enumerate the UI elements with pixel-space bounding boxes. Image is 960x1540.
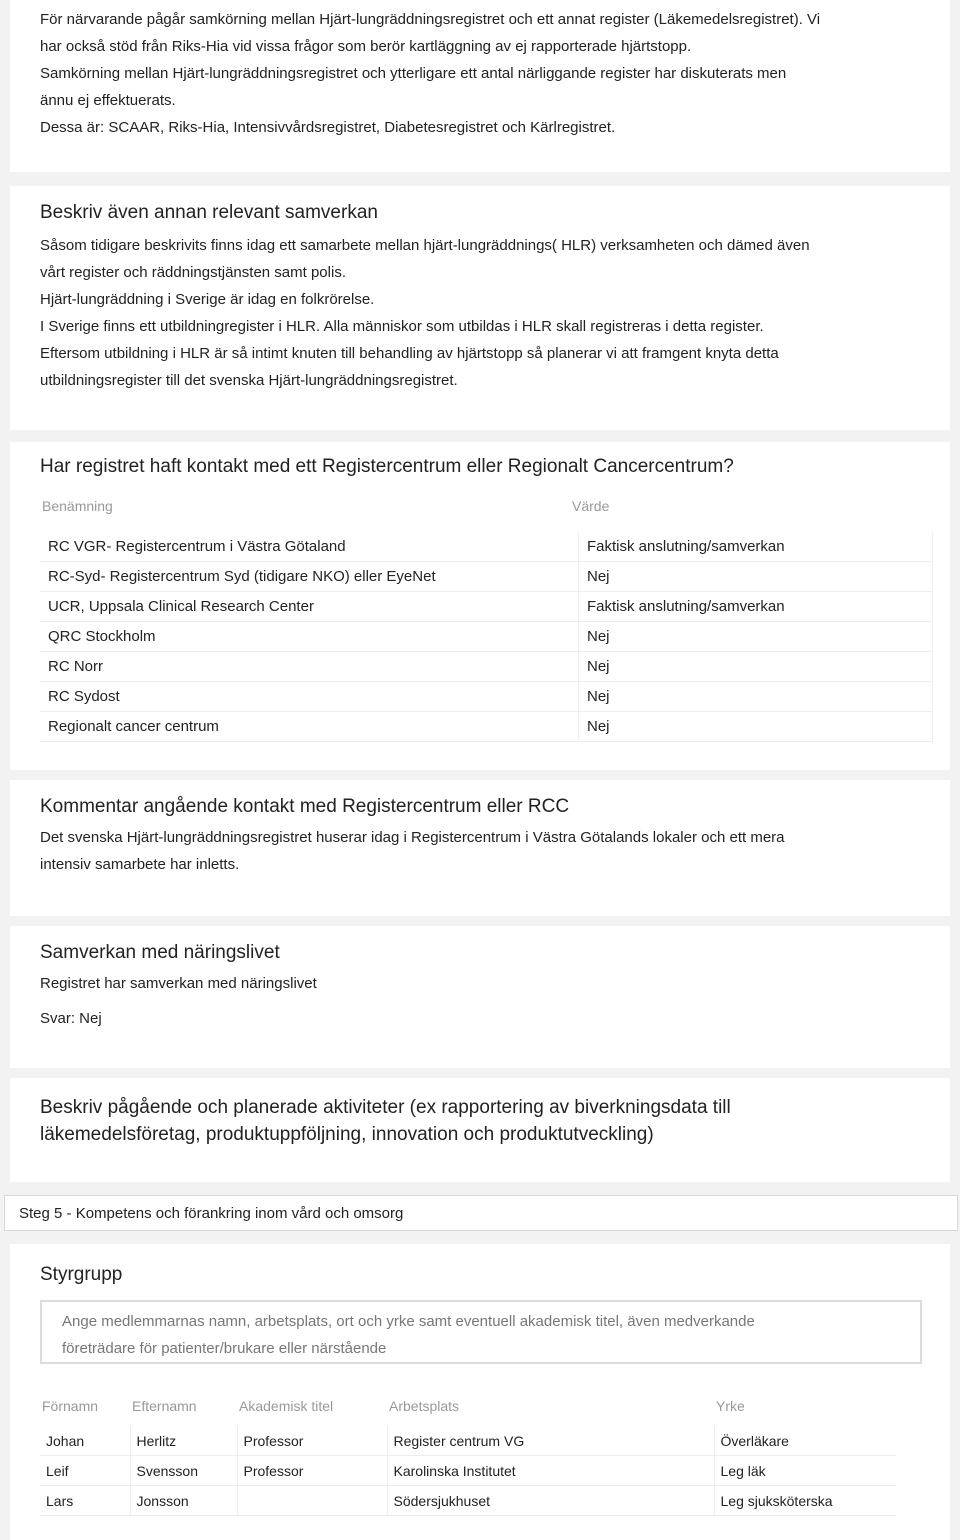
table-row (40, 1486, 896, 1516)
column-header-name: Benämning (42, 498, 113, 514)
samverkan-line: I Sverige finns ett utbildningregister i HLR. Alla människor som utbildas i HLR skall registreras i detta register. (40, 318, 764, 335)
section-title: Har registret haft kontakt med ett Registercentrum eller Regionalt Cancercentrum? (40, 456, 734, 477)
kommentar-panel (10, 780, 950, 916)
table-row (40, 532, 933, 562)
row-value: Nej (579, 622, 933, 652)
row-name: RC Norr (40, 652, 579, 682)
intro-line: ännu ej effektuerats. (40, 92, 176, 109)
table-row (40, 1426, 896, 1456)
column-header: Efternamn (132, 1398, 197, 1414)
column-header: Yrke (716, 1398, 745, 1414)
row-value: Nej (579, 562, 933, 592)
samverkan-line: Hjärt-lungräddning i Sverige är idag en folkrörelse. (40, 291, 375, 308)
section-title-line: Beskriv pågående och planerade aktiviteter (ex rapportering av biverkningsdata till (40, 1097, 731, 1118)
row-value: Nej (579, 712, 933, 742)
cell-titel: Professor (237, 1426, 387, 1456)
row-value: Faktisk anslutning/samverkan (579, 592, 933, 622)
cell-arbetsplats: Karolinska Institutet (387, 1456, 714, 1486)
intro-line: För närvarande pågår samkörning mellan Hjärt-lungräddningsregistret och ett annat register (Läkemedelsregistret). Vi (40, 11, 821, 28)
row-name: RC-Syd- Registercentrum Syd (tidigare NKO) eller EyeNet (40, 562, 579, 592)
section-title-line: läkemedelsföretag, produktuppföljning, innovation och produktutveckling) (40, 1124, 654, 1145)
step-label: Steg 5 - Kompetens och förankring inom vård och omsorg (19, 1205, 404, 1222)
samverkan-text (40, 232, 950, 394)
samverkan-line: Eftersom utbildning i HLR är så intimt knuten till behandling av hjärtstopp så planerar vi att framgent knyta detta (40, 345, 779, 362)
row-value: Nej (579, 682, 933, 712)
table-row (40, 712, 933, 742)
intro-line: Samkörning mellan Hjärt-lungräddningsregistret och ytterligare ett antal närliggande register har diskuterats men (40, 65, 787, 82)
naringsliv-answer: Svar: Nej (40, 1010, 102, 1027)
cell-efternamn: Herlitz (130, 1426, 237, 1456)
row-name: RC Sydost (40, 682, 579, 712)
row-name: RC VGR- Registercentrum i Västra Götaland (40, 532, 579, 562)
row-name: Regionalt cancer centrum (40, 712, 579, 742)
samverkan-line: vårt register och räddningstjänsten samt polis. (40, 264, 346, 281)
cell-efternamn: Svensson (130, 1456, 237, 1486)
section-title: Styrgrupp (40, 1264, 123, 1285)
cell-efternamn: Jonsson (130, 1486, 237, 1516)
step-header (4, 1195, 958, 1231)
cell-arbetsplats: Register centrum VG (387, 1426, 714, 1456)
intro-line: Dessa är: SCAAR, Riks-Hia, Intensivvårdsregistret, Diabetesregistret och Kärlregistret. (40, 119, 616, 136)
styrgrupp-panel (10, 1244, 950, 1540)
cell-fornamn: Leif (40, 1456, 130, 1486)
members-header-row (40, 1396, 896, 1416)
column-header-value: Värde (572, 498, 610, 514)
samverkan-line: Såsom tidigare beskrivits finns idag ett samarbete mellan hjärt-lungräddnings( HLR) verksamheten och dämed även (40, 237, 810, 254)
cell-titel (237, 1486, 387, 1516)
cell-yrke: Överläkare (714, 1426, 896, 1456)
row-name: UCR, Uppsala Clinical Research Center (40, 592, 579, 622)
cell-arbetsplats: Södersjukhuset (387, 1486, 714, 1516)
naringsliv-question: Registret har samverkan med näringslivet (40, 975, 317, 992)
section-title: Samverkan med näringslivet (40, 942, 280, 963)
section-title: Beskriv även annan relevant samverkan (40, 202, 378, 223)
cell-fornamn: Lars (40, 1486, 130, 1516)
section-title: Kommentar angående kontakt med Registercentrum eller RCC (40, 796, 570, 817)
row-name: QRC Stockholm (40, 622, 579, 652)
table-row (40, 1456, 896, 1486)
cell-fornamn: Johan (40, 1426, 130, 1456)
table-row (40, 562, 933, 592)
instruction-line: företrädare för patienter/brukare eller närstående (62, 1340, 387, 1357)
aktiviteter-panel (10, 1078, 950, 1182)
cell-yrke: Leg läk (714, 1456, 896, 1486)
intro-line: har också stöd från Riks-Hia vid vissa frågor som berör kartläggning av ej rapporterade hjärtstopp. (40, 38, 692, 55)
instruction-box (40, 1300, 922, 1364)
column-header: Akademisk titel (239, 1398, 334, 1414)
row-value: Faktisk anslutning/samverkan (579, 532, 933, 562)
row-value: Nej (579, 652, 933, 682)
naringsliv-panel (10, 926, 950, 1068)
cell-titel: Professor (237, 1456, 387, 1486)
intro-panel (10, 0, 950, 172)
kommentar-line: intensiv samarbete har inletts. (40, 856, 240, 873)
intro-text (40, 6, 950, 141)
samverkan-line: utbildningsregister till det svenska Hjärt-lungräddningsregistret. (40, 372, 458, 389)
table-row (40, 682, 933, 712)
table-row (40, 622, 933, 652)
table-row (40, 652, 933, 682)
registercentrum-panel (10, 442, 950, 770)
registercentrum-table (40, 532, 933, 742)
kommentar-line: Det svenska Hjärt-lungräddningsregistret huserar idag i Registercentrum i Västra Götalands lokaler och ett mera (40, 829, 785, 846)
members-table (40, 1396, 896, 1516)
table-row (40, 592, 933, 622)
samverkan-panel (10, 186, 950, 430)
instruction-line: Ange medlemmarnas namn, arbetsplats, ort och yrke samt eventuell akademisk titel, även medverkande (62, 1313, 755, 1330)
column-header: Arbetsplats (389, 1398, 460, 1414)
table-header (40, 478, 950, 518)
kommentar-text (40, 824, 950, 878)
cell-yrke: Leg sjuksköterska (714, 1486, 896, 1516)
column-header: Förnamn (42, 1398, 99, 1414)
